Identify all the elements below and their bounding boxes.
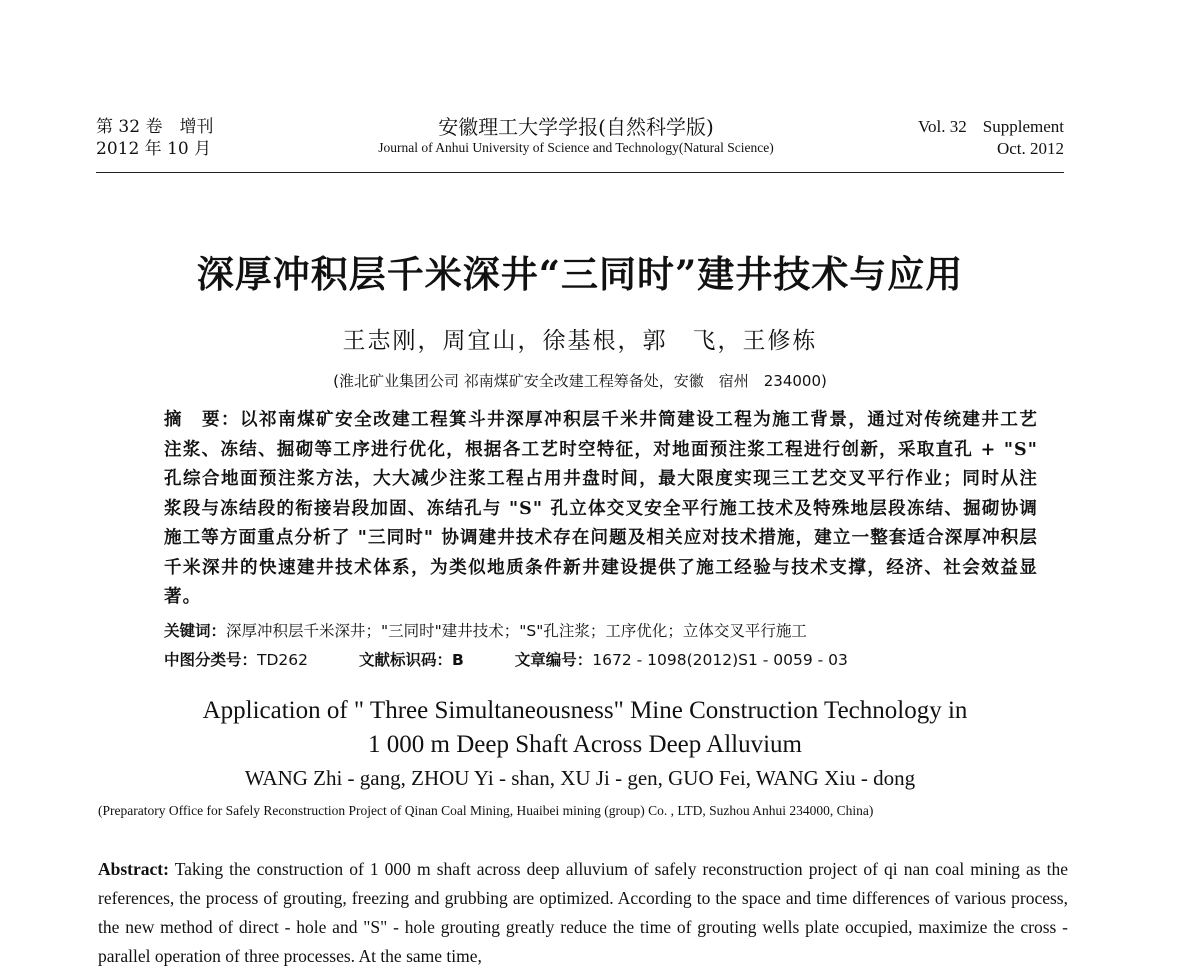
title-en-line2: 1 000 m Deep Shaft Across Deep Alluvium [368,731,802,758]
abstract-en [98,855,1068,971]
date-en: Oct. 2012 [996,139,1064,158]
issue-info-en [918,116,1064,160]
classification-line [164,648,1038,670]
title-en-line1: Application of " Three Simultaneousness" Mine Construction Technology in [202,697,968,724]
authors-cn: 王志刚，周宜山，徐基根，郭 飞，王修栋 [342,328,818,354]
header-divider [96,172,1064,173]
affiliation-en: (Preparatory Office for Safely Reconstruction Project of Qinan Coal Mining, Huaibei mining (group) Co. , LTD, Suzhou Anhui 234000, China) [98,803,874,818]
keywords-cn [164,619,1038,641]
article-number-value: 1672 - 1098(2012)S1 - 0059 - 03 [592,651,848,669]
document-code [359,648,464,670]
title-cn: 深厚冲积层千米深井“三同时”建井技术与应用 [196,252,964,296]
abstract-cn-text: 以祁南煤矿安全改建工程箕斗井深厚冲积层千米井筒建设工程为施工背景，通过对传统建井工艺注浆、冻结、掘砌等工序进行优化，根据各工艺时空特征，对地面预注浆工程进行创新，采取直孔 + "S" 孔综合地面预注浆方法，大大减少注浆工程占用井盘时间，最大限度实现三工艺交叉平行作业；同时从注浆段与冻结段的衔接岩段加固、冻结孔与 "S" 孔立体交叉安全平行施工技术及特殊地层段冻结、掘砌协调施工等方面重点分析了 "三同时" 协调建井技术存在问题及相关应对技术措施，建立一整套适合深厚冲积层千米深井的快速建井技术体系，为类似地质条件新井建设提供了施工经验与技术支撑，经济、社会效益显著。 [164,410,1038,607]
clc-value: TD262 [257,651,309,669]
journal-name [316,116,836,158]
doc-code-label: 文献标识码： [358,651,452,669]
article-number [515,648,848,670]
authors-en: WANG Zhi - gang, ZHOU Yi - shan, XU Ji - gen, GUO Fei, WANG Xiu - dong [244,766,916,790]
clc-label: 中图分类号： [164,651,258,669]
abstract-cn-label: 摘 要： [164,410,241,430]
journal-name-cn: 安徽理工大学学报(自然科学版) [438,115,714,139]
journal-name-en: Journal of Anhui University of Science and Technology(Natural Science) [378,140,774,155]
supplement-label: Supplement [982,117,1064,136]
affiliation-cn: (淮北矿业集团公司 祁南煤矿安全改建工程筹备处，安徽 宿州 234000) [333,372,827,390]
keywords-cn-text: 深厚冲积层千米深井；"三同时"建井技术；"S"孔注浆；工序优化；立体交叉平行施工 [226,622,807,640]
clc-number [164,648,308,670]
keywords-cn-label: 关键词： [164,622,227,640]
volume-en: Vol. 32 [917,117,967,136]
volume-cn: 第 32 卷 增刊 [96,117,214,137]
date-cn: 2012 年 10 月 [96,139,212,159]
title-en [0,694,1170,762]
issue-info-cn [96,116,213,160]
running-header [96,116,1064,166]
article-number-label: 文章编号： [514,651,593,669]
abstract-en-label: Abstract: [98,859,169,879]
abstract-en-text: Taking the construction of 1 000 m shaft across deep alluvium of safely reconstruction project of qi nan coal mining as the references, the process of grouting, freezing and grubbing are optimized. According to the space and time differences of various process, the new method of direct - hole and "S" - hole grouting greatly reduce the time of grouting wells plate occupied, maximize the cross - parallel operation of three processes. At the same time, [98,859,1068,966]
abstract-cn [164,406,1038,613]
doc-code-value: B [451,651,464,669]
